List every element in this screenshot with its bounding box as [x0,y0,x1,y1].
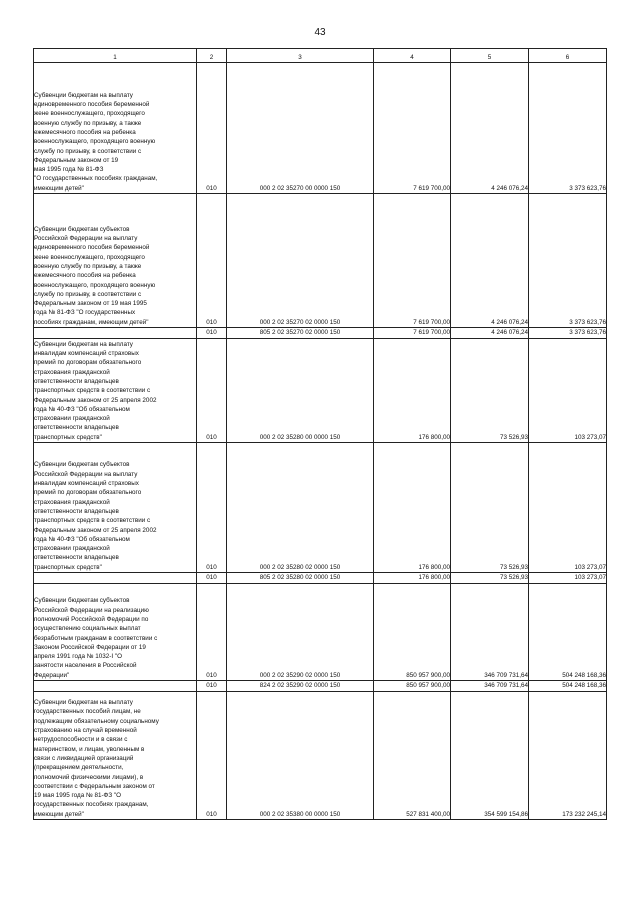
row-unexecuted-amount: 103 273,07 [529,339,607,443]
row-executed-amount: 4 246 076,24 [451,194,529,328]
row-line-code: 010 [197,443,227,573]
row-unexecuted-amount: 173 232 245,14 [529,692,607,820]
subrow-budget-code: 824 2 02 35290 02 0000 150 [227,681,374,692]
table-row [34,339,607,443]
subrow-budget-code: 805 2 02 35280 02 0000 150 [227,573,374,584]
column-header-6: 6 [529,49,607,63]
column-header-2: 2 [197,49,227,63]
row-description: Субвенции бюджетам субъектов Российской Федерации на выплату единовременного пособия беременной жене военнослужащего, проходящего военную службу по призыву, а также ежемесячного пособия на ребенка военнослужащего, проходящего военную службу по призыву, в соответствии с Федеральным законом от 19 мая 1995 года № 81-ФЗ "О государственных пособиях гражданам, имеющим детей" [34,194,197,328]
row-description: Субвенции бюджетам на выплату единовременного пособия беременной жене военнослужащего, проходящего военную службу по призыву, а также ежемесячного пособия на ребенка военнослужащего, проходящего военную службу по призыву, в соответствии с Федеральным законом от 19 мая 1995 года № 81-ФЗ "О государственных пособиях гражданам, имеющим детей" [34,63,197,194]
row-line-code: 010 [197,339,227,443]
row-unexecuted-amount: 3 373 623,76 [529,63,607,194]
row-approved-amount: 176 800,00 [374,339,451,443]
table-row [34,584,607,681]
subrow-line-code: 010 [197,573,227,584]
row-executed-amount: 73 526,93 [451,443,529,573]
row-unexecuted-amount: 3 373 623,76 [529,194,607,328]
table-subrow [34,681,607,692]
table-row [34,443,607,573]
row-description: Субвенции бюджетам на выплату государственных пособий лицам, не подлежащим обязательному социальному страхованию на случай временной нетрудоспособности и в связи с материнством, и лицам, уволенным в связи с ликвидацией организаций (прекращением деятельности, полномочий физическими лицами), в соответствии с Федеральным законом от 19 мая 1995 года № 81-ФЗ "О государственных пособиях гражданам, имеющим детей" [34,692,197,820]
row-line-code: 010 [197,692,227,820]
subrow-unexecuted-amount: 504 248 168,36 [529,681,607,692]
page-number: 43 [314,27,326,38]
column-header-1: 1 [34,49,197,63]
row-budget-code: 000 2 02 35280 02 0000 150 [227,443,374,573]
subrow-approved-amount: 7 619 700,00 [374,328,451,339]
row-line-code: 010 [197,584,227,681]
row-approved-amount: 176 800,00 [374,443,451,573]
column-header-4: 4 [374,49,451,63]
subrow-executed-amount: 346 709 731,64 [451,681,529,692]
row-executed-amount: 354 599 154,86 [451,692,529,820]
column-header-3: 3 [227,49,374,63]
subrow-budget-code: 805 2 02 35270 02 0000 150 [227,328,374,339]
row-executed-amount: 73 526,93 [451,339,529,443]
budget-table [33,48,607,820]
table-row [34,692,607,820]
row-unexecuted-amount: 504 248 168,36 [529,584,607,681]
row-line-code: 010 [197,194,227,328]
row-approved-amount: 527 831 400,00 [374,692,451,820]
column-header-5: 5 [451,49,529,63]
subrow-approved-amount: 176 800,00 [374,573,451,584]
row-budget-code: 000 2 02 35290 02 0000 150 [227,584,374,681]
row-unexecuted-amount: 103 273,07 [529,443,607,573]
row-budget-code: 000 2 02 35280 00 0000 150 [227,339,374,443]
table-subrow [34,328,607,339]
row-budget-code: 000 2 02 35380 00 0000 150 [227,692,374,820]
row-executed-amount: 346 709 731,64 [451,584,529,681]
subrow-line-code: 010 [197,681,227,692]
subrow-unexecuted-amount: 3 373 623,76 [529,328,607,339]
subrow-description-empty [34,328,197,339]
subrow-executed-amount: 73 526,93 [451,573,529,584]
table-header-row [34,49,607,63]
table-row [34,63,607,194]
row-budget-code: 000 2 02 35270 00 0000 150 [227,63,374,194]
table-row [34,194,607,328]
row-executed-amount: 4 246 076,24 [451,63,529,194]
table-subrow [34,573,607,584]
subrow-approved-amount: 850 957 900,00 [374,681,451,692]
row-description: Субвенции бюджетам на выплату инвалидам компенсаций страховых премий по договорам обязательного страхования гражданской ответственности владельцев транспортных средств в соответствии с Федеральным законом от 25 апреля 2002 года № 40-ФЗ "Об обязательном страховании гражданской ответственности владельцев транспортных средств" [34,339,197,443]
row-approved-amount: 7 619 700,00 [374,63,451,194]
row-approved-amount: 7 619 700,00 [374,194,451,328]
row-budget-code: 000 2 02 35270 02 0000 150 [227,194,374,328]
subrow-unexecuted-amount: 103 273,07 [529,573,607,584]
row-line-code: 010 [197,63,227,194]
row-description: Субвенции бюджетам субъектов Российской Федерации на реализацию полномочий Российской Федерации по осуществлению социальных выплат безработным гражданам в соответствии с Законом Российской Федерации от 19 апреля 1991 года № 1032-I "О занятости населения в Российской Федерации" [34,584,197,681]
subrow-description-empty [34,573,197,584]
row-description: Субвенции бюджетам субъектов Российской Федерации на выплату инвалидам компенсаций страховых премий по договорам обязательного страхования гражданской ответственности владельцев транспортных средств в соответствии с Федеральным законом от 25 апреля 2002 года № 40-ФЗ "Об обязательном страховании гражданской ответственности владельцев транспортных средств" [34,443,197,573]
row-approved-amount: 850 957 900,00 [374,584,451,681]
subrow-description-empty [34,681,197,692]
subrow-executed-amount: 4 246 076,24 [451,328,529,339]
subrow-line-code: 010 [197,328,227,339]
